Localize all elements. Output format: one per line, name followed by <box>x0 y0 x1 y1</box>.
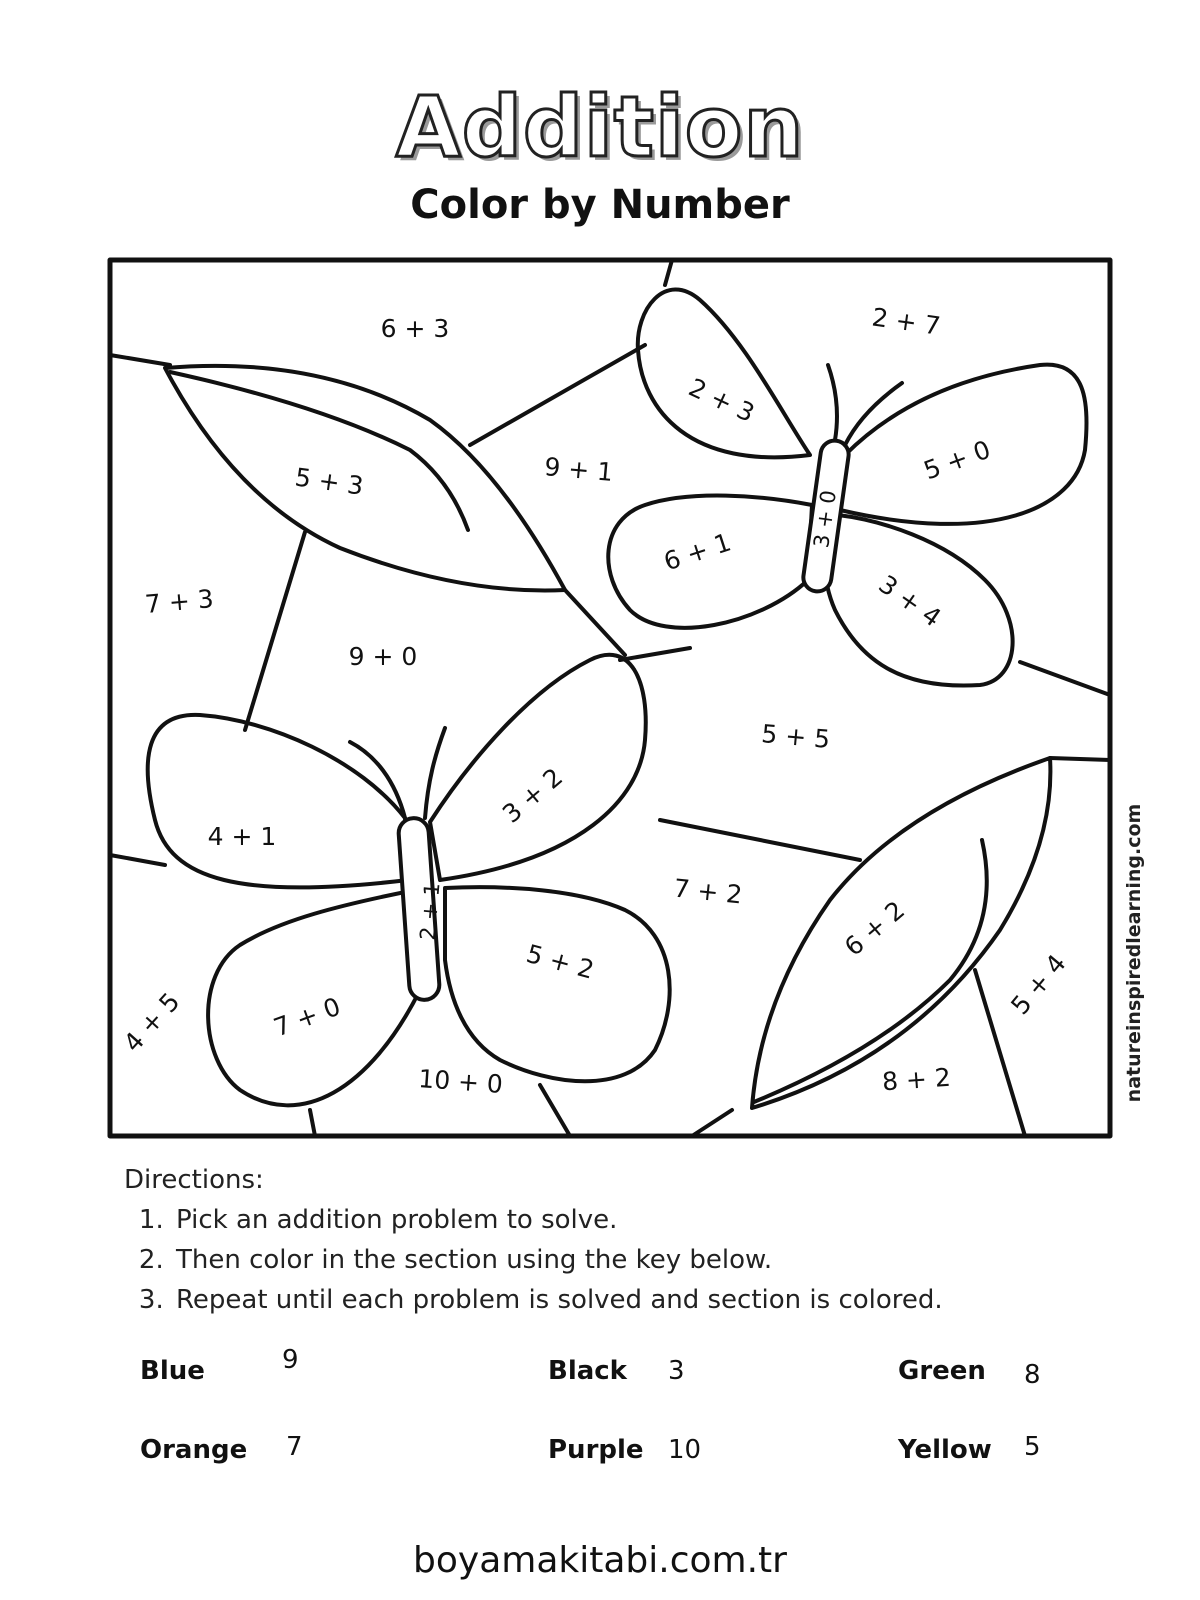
key-number-orange: 7 <box>286 1432 303 1462</box>
key-color-name: Blue <box>140 1356 205 1386</box>
bottom-leaf <box>752 758 1050 1108</box>
key-number-purple: 10 <box>668 1435 702 1465</box>
directions-step: 3. Repeat until each problem is solved and section is colored. <box>172 1280 943 1320</box>
problem-7-plus-2: 7 + 2 <box>672 873 744 910</box>
lower-butterfly-bottom-right-wing <box>445 887 670 1081</box>
key-item-blue <box>140 1356 205 1386</box>
problem-6-plus-3: 6 + 3 <box>380 314 450 343</box>
problem-5-plus-3: 5 + 3 <box>293 462 366 501</box>
footer-watermark: boyamakitabi.com.tr <box>413 1540 787 1581</box>
problem-7-plus-0: 7 + 0 <box>269 991 345 1043</box>
problem-10-plus-0: 10 + 0 <box>417 1064 504 1099</box>
region-line <box>692 1110 732 1136</box>
key-color-name: Green <box>898 1356 986 1386</box>
directions-heading: Directions: <box>124 1165 264 1195</box>
problem-5-plus-0: 5 + 0 <box>919 434 995 486</box>
problem-2-plus-7: 2 + 7 <box>870 302 943 341</box>
problem-6-plus-2: 6 + 2 <box>838 895 911 962</box>
key-number-yellow: 5 <box>1024 1432 1041 1462</box>
key-item-green <box>898 1356 986 1386</box>
problem-6-plus-1: 6 + 1 <box>660 527 735 577</box>
problem-3-plus-2: 3 + 2 <box>496 762 569 829</box>
problem-5-plus-4: 5 + 4 <box>1005 948 1072 1021</box>
key-item-black <box>548 1356 627 1386</box>
problem-4-plus-5: 4 + 5 <box>117 987 186 1058</box>
region-line <box>1020 662 1110 695</box>
region-line <box>1050 758 1110 760</box>
picture-frame <box>110 260 1110 1136</box>
directions-list <box>124 1200 943 1320</box>
lower-butterfly-top-left-wing <box>148 715 408 888</box>
worksheet-title: Addition <box>395 78 805 176</box>
key-item-orange <box>140 1435 247 1465</box>
key-number-green: 8 <box>1024 1360 1041 1390</box>
problem-5-plus-5: 5 + 5 <box>760 719 832 754</box>
region-line <box>665 260 672 285</box>
key-item-purple <box>548 1435 644 1465</box>
problem-9-plus-0: 9 + 0 <box>348 642 418 671</box>
directions <box>124 1160 943 1320</box>
problem-9-plus-1: 9 + 1 <box>543 452 615 487</box>
region-line <box>540 1085 570 1136</box>
top-leaf <box>165 366 565 591</box>
upper-butterfly-left-antenna <box>828 365 837 440</box>
directions-step: 2. Then color in the section using the key below. <box>172 1240 943 1280</box>
problem-3-plus-0: 3 + 0 <box>809 488 841 550</box>
problem-3-plus-4: 3 + 4 <box>873 569 947 633</box>
top-leaf-vein <box>170 372 468 530</box>
worksheet-subtitle: Color by Number <box>410 182 790 228</box>
upper-butterfly-top-left-wing <box>638 290 810 458</box>
side-credit: natureinspiredlearning.com <box>1123 803 1145 1103</box>
region-line <box>565 590 625 655</box>
region-line <box>620 648 690 660</box>
region-line <box>310 1110 315 1136</box>
region-line <box>110 355 170 365</box>
directions-step: 1. Pick an addition problem to solve. <box>172 1200 943 1240</box>
key-color-name: Black <box>548 1356 627 1386</box>
problem-2-plus-3: 2 + 3 <box>684 372 759 428</box>
region-line <box>110 855 165 865</box>
key-color-name: Yellow <box>898 1435 992 1465</box>
problem-5-plus-2: 5 + 2 <box>523 938 598 985</box>
problem-4-plus-1: 4 + 1 <box>207 822 277 851</box>
problem-7-plus-3: 7 + 3 <box>143 584 215 619</box>
key-number-black: 3 <box>668 1356 685 1386</box>
region-line <box>470 345 645 445</box>
key-item-yellow <box>898 1435 992 1465</box>
lower-butterfly-top-right-wing <box>430 655 646 880</box>
key-color-name: Orange <box>140 1435 248 1465</box>
problem-8-plus-2: 8 + 2 <box>881 1062 952 1097</box>
key-number-blue: 9 <box>282 1345 299 1375</box>
region-line <box>245 532 305 730</box>
problem-2-plus-1: 2 + 1 <box>415 881 445 942</box>
lower-butterfly-bottom-left-wing <box>208 890 420 1105</box>
key-color-name: Purple <box>548 1435 644 1465</box>
region-line <box>660 820 860 860</box>
